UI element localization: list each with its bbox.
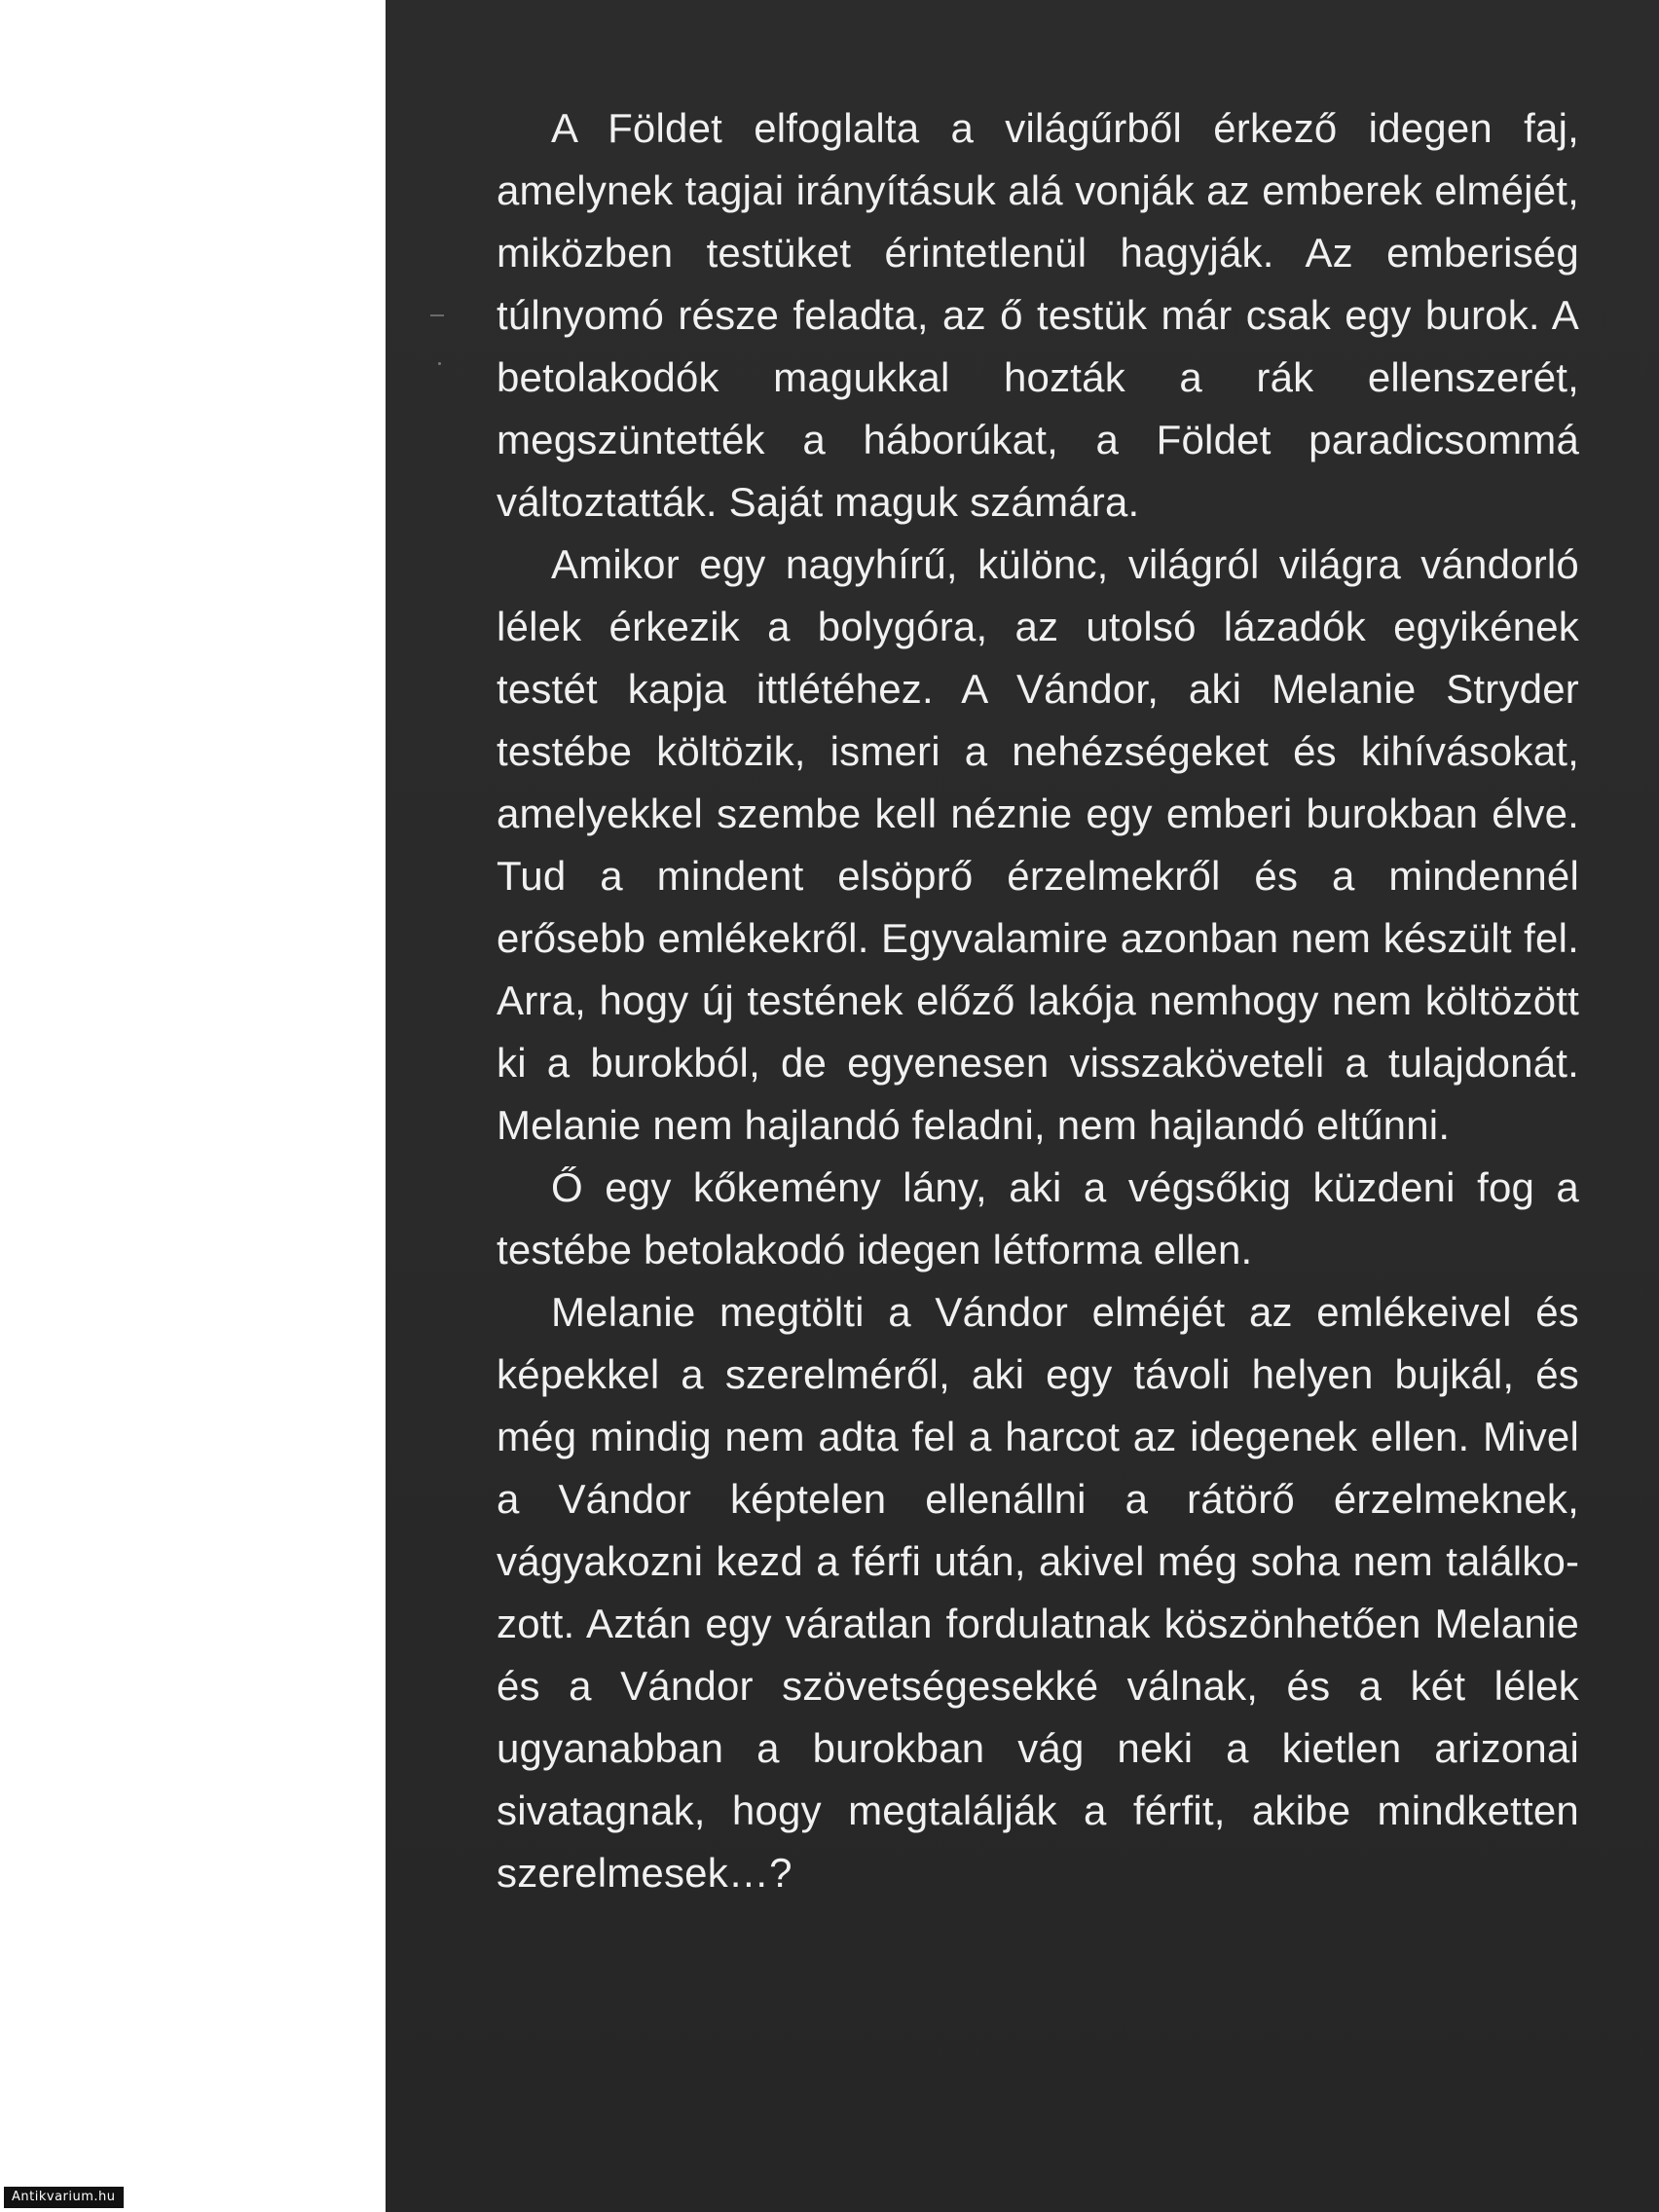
watermark-label: Antikvarium.hu bbox=[4, 2187, 124, 2208]
blurb-paragraph-1: A Földet elfoglalta a világűrből érkező idegen faj, amelynek tagjai irányításuk alá vonják az emberek elméjét, miközben testüket érintetlenül hagyják. Az emberiség túlnyomó része feladta, az ő testük már csak egy burok. A betolakodók magukkal hozták a rák ellenszerét, megszüntették a háborúkat, a Földet paradicsommá változtatták. Saját maguk számára. bbox=[497, 105, 1579, 525]
blurb-paragraph-2: Amikor egy nagyhírű, különc, világról világra vándorló lélek érkezik a bolygóra, az utolsó lázadók egyikének testét kapja ittlétéhez. A Vándor, aki Melanie Stryder testébe költözik, ismeri a nehézségeket és kihívásokat, amelyekkel szembe kell néznie egy emberi burokban élve. Tud a mindent elsöprő érzelmekről és a mindennél erősebb emlékekről. Egyvalamire azonban nem készült fel. Arra, hogy új testének előző lakója nemhogy nem költözött ki a burokból, de egyenesen visszaköveteli a tulajdonát. Melanie nem hajlandó feladni, nem hajlandó eltűnni. bbox=[497, 541, 1579, 1148]
margin-tick-mark bbox=[430, 314, 444, 316]
blurb-text bbox=[497, 97, 1579, 1904]
blurb-paragraph-4: Melanie megtölti a Vándor elméjét az emlékeivel és képekkel a szerelméről, aki egy távoli helyen bujkál, és még mindig nem adta fel a harcot az idegenek ellen. Mivel a Vándor képtelen ellenállni a rátörő érzelmeknek, vágyakozni kezd a férfi után, akivel még soha nem találkozott. Aztán egy váratlan fordulatnak köszönhetően Melanie és a Vándor szövetségesekké válnak, és a két lélek ugyanabban a burokban vág neki a kietlen arizonai sivatagnak, hogy megtalálják a férfit, akibe mindketten szerelmesek…? bbox=[497, 1289, 1579, 1896]
page-left-margin bbox=[0, 0, 386, 2212]
blurb-paragraph-3: Ő egy kőkemény lány, aki a végsőkig küzdeni fog a testébe betolakodó idegen létforma ellen. bbox=[497, 1164, 1579, 1272]
margin-dot-mark bbox=[438, 362, 441, 365]
